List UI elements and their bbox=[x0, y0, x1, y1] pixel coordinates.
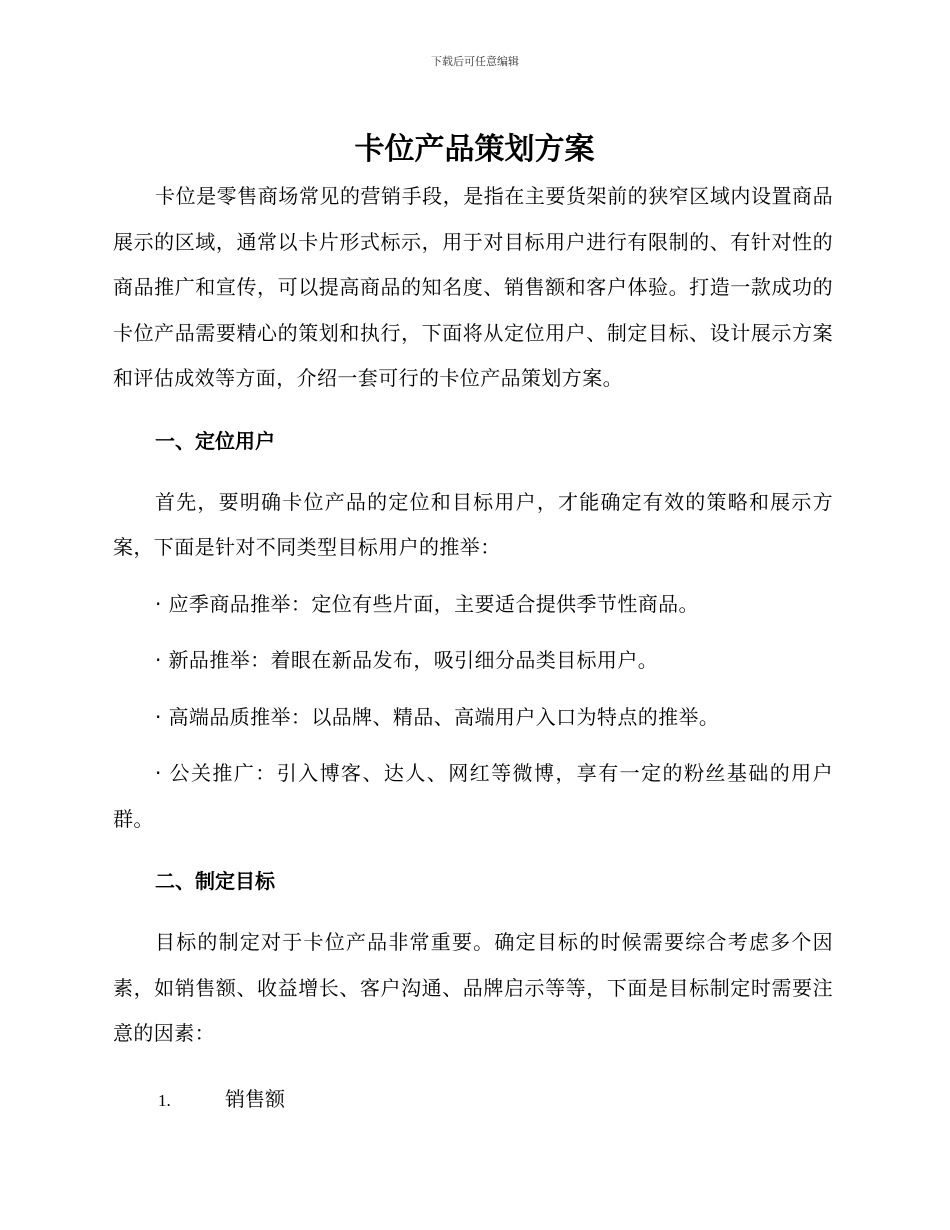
page-header-note: 下载后可任意编辑 bbox=[431, 55, 519, 68]
bullet-item: · 公关推广：引入博客、达人、网红等微博，享有一定的粉丝基础的用户群。 bbox=[113, 761, 833, 831]
list-item-label: 销售额 bbox=[225, 1086, 285, 1111]
section-body-positioning: 首先，要明确卡位产品的定位和目标用户，才能确定有效的策略和展示方案，下面是针对不同类型目标用户的推举： bbox=[113, 489, 833, 559]
section-heading-goals: 二、制定目标 bbox=[155, 869, 275, 893]
intro-paragraph: 卡位是零售商场常见的营销手段，是指在主要货架前的狭窄区域内设置商品展示的区域，通常以卡片形式标示，用于对目标用户进行有限制的、有针对性的商品推广和宣传，可以提高商品的知名度、销售额和客户体验。打造一款成功的卡位产品需要精心的策划和执行，下面将从定位用户、制定目标、设计展示方案和评估成效等方面，介绍一套可行的卡位产品策划方案。 bbox=[113, 184, 833, 390]
numbered-list-item bbox=[113, 1077, 833, 1123]
bullet-item: · 高端品质推举：以品牌、精品、高端用户入口为特点的推举。 bbox=[155, 704, 720, 729]
list-number: 1. bbox=[158, 1090, 171, 1110]
document-body bbox=[113, 128, 833, 1123]
section-body-goals: 目标的制定对于卡位产品非常重要。确定目标的时候需要综合考虑多个因素，如销售额、收益增长、客户沟通、品牌启示等等，下面是目标制定时需要注意的因素： bbox=[113, 930, 833, 1045]
document-title: 卡位产品策划方案 bbox=[354, 132, 595, 167]
bullet-item: · 新品推举：着眼在新品发布，吸引细分品类目标用户。 bbox=[155, 648, 659, 672]
bullet-item: · 应季商品推举：定位有些片面，主要适合提供季节性商品。 bbox=[155, 591, 699, 616]
section-heading-positioning: 一、定位用户 bbox=[155, 428, 275, 453]
